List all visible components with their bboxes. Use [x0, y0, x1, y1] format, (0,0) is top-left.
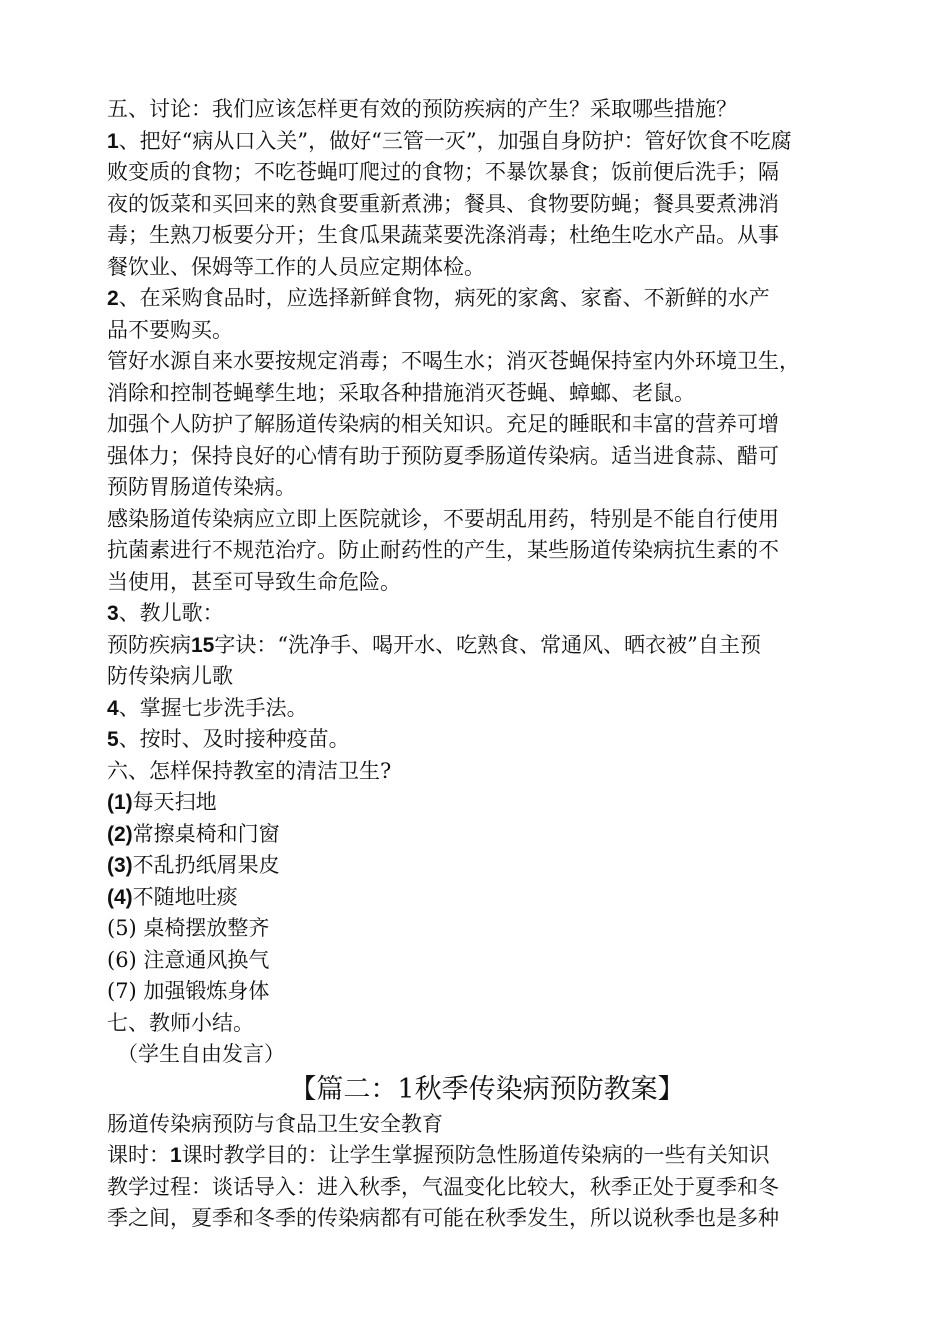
text-line: 防传染病儿歌: [107, 664, 233, 688]
text-line: 预防疾病15字诀：“洗净手、喝开水、吃熟食、常通风、晒衣被”自主预: [107, 632, 761, 657]
text-line: 课时：1课时教学目的：让学生掌握预防急性肠道传染病的一些有关知识: [107, 1143, 770, 1167]
text-line: 1、把好“病从口入关”，做好“三管一灭”，加强自身防护：管好饮食不吃腐: [107, 128, 792, 153]
list-item: (2)常擦桌椅和门窗: [107, 821, 280, 846]
text-line: （学生自由发言）: [117, 1042, 285, 1066]
text-line: 季之间，夏季和冬季的传染病都有可能在秋季发生，所以说秋季也是多种: [107, 1206, 779, 1230]
text-line: 抗菌素进行不规范治疗。防止耐药性的产生，某些肠道传染病抗生素的不: [107, 538, 779, 562]
text-line: 2、在采购食品时，应选择新鲜食物，病死的家禽、家畜、不新鲜的水产: [107, 286, 770, 310]
text-line: 肠道传染病预防与食品卫生安全教育: [107, 1111, 443, 1136]
text-line: 加强个人防护了解肠道传染病的相关知识。充足的睡眠和丰富的营养可增: [107, 412, 779, 436]
text-line: 品不要购买。: [107, 317, 233, 342]
text-line: 5、按时、及时接种疫苗。: [107, 727, 350, 751]
text-line: 败变质的食物；不吃苍蝇叮爬过的食物；不暴饮暴食；饭前便后洗手；隔: [107, 160, 779, 184]
document-page: [107, 94, 867, 1235]
text-line: 教学过程：谈话导入：进入秋季，气温变化比较大，秋季正处于夏季和冬: [107, 1174, 779, 1199]
text-line: 3、教儿歌：: [107, 601, 224, 625]
text-line: 强体力；保持良好的心情有助于预防夏季肠道传染病。适当进食蒜、醋可: [107, 443, 779, 468]
section-heading: 【篇二：1秋季传染病预防教案】: [289, 1073, 685, 1105]
text-line: 毒；生熟刀板要分开；生食瓜果蔬菜要洗涤消毒；杜绝生吃水产品。从事: [107, 223, 779, 247]
list-item: (5) 桌椅摆放整齐: [107, 916, 270, 940]
text-line: 管好水源自来水要按规定消毒；不喝生水；消灭苍蝇保持室内外环境卫生，: [107, 349, 800, 373]
list-item: (6) 注意通风换气: [107, 947, 270, 972]
text-line: 七、教师小结。: [107, 1010, 254, 1035]
text-line: 五、讨论：我们应该怎样更有效的预防疾病的产生？采取哪些措施？: [107, 97, 737, 121]
text-line: 夜的饭菜和买回来的熟食要重新煮沸；餐具、食物要防蝇；餐具要煮沸消: [107, 191, 779, 216]
list-item: (7) 加强锻炼身体: [107, 979, 270, 1003]
text-line: 4、掌握七步洗手法。: [107, 695, 308, 720]
text-line: 预防胃肠道传染病。: [107, 475, 296, 499]
text-line: 当使用，甚至可导致生命危险。: [107, 569, 401, 594]
list-item: (4)不随地吐痰: [107, 884, 238, 909]
list-item: (3)不乱扔纸屑果皮: [107, 853, 280, 877]
text-line: 餐饮业、保姆等工作的人员应定期体检。: [107, 254, 485, 279]
list-item: (1)每天扫地: [107, 790, 217, 814]
text-line: 感染肠道传染病应立即上医院就诊，不要胡乱用药，特别是不能自行使用: [107, 506, 779, 531]
text-line: 六、怎样保持教室的清洁卫生?: [107, 758, 392, 783]
text-line: 消除和控制苍蝇孳生地；采取各种措施消灭苍蝇、蟑螂、老鼠。: [107, 380, 695, 405]
